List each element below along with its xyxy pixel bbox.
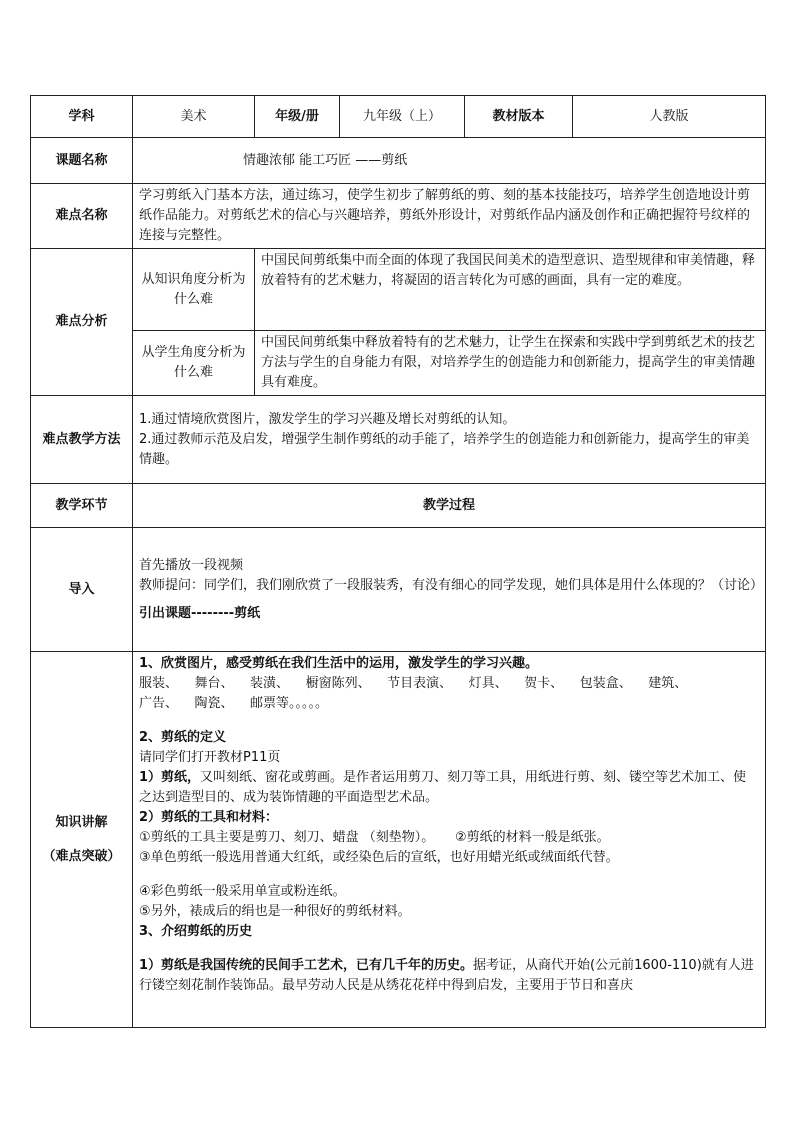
intro-row (31, 528, 766, 652)
section2-item-5: ⑤另外，裱成后的绢也是一种很好的剪纸材料。 (139, 904, 411, 919)
intro-content (133, 528, 766, 652)
topic-value: 情趣浓郁 能工巧匠 ——剪纸 (133, 138, 766, 184)
knowledge-label-cell (31, 652, 133, 1028)
section1-line-2: 广告、 陶瓷、 邮票等。。。。。 (139, 696, 329, 711)
section3-title: 3、介绍剪纸的历史 (139, 924, 253, 939)
analysis-row-student (31, 331, 766, 396)
topic-label: 课题名称 (31, 138, 133, 184)
intro-line-2: 教师提问：同学们，我们刚欣赏了一段服装秀，有没有细心的同学发现，她们具体是用什么体现的？（讨论） (139, 577, 764, 593)
section2-item-3: ③单色剪纸一般选用普通大红纸，或经染色后的宣纸，也好用蜡光纸或绒面纸代替。 (139, 850, 619, 865)
analysis-label: 难点分析 (31, 249, 133, 396)
process-header-row (31, 484, 766, 528)
analysis-row-knowledge (31, 249, 766, 331)
subject-value: 美术 (133, 96, 255, 138)
knowledge-angle-label: 从知识角度分析为什么难 (133, 249, 255, 331)
student-angle-label: 从学生角度分析为什么难 (133, 331, 255, 396)
intro-line-1: 首先播放一段视频 (139, 557, 244, 573)
subject-label: 学科 (31, 96, 133, 138)
process-title: 教学过程 (133, 484, 766, 528)
section2-para-2: 2）剪纸的工具和材料： (139, 810, 279, 825)
section2-title: 2、剪纸的定义 (139, 730, 227, 745)
knowledge-label: 知识讲解 (55, 814, 108, 830)
section3-para (139, 956, 759, 996)
topic-row (31, 138, 766, 184)
section2-para-1-head: 1）剪纸， (139, 770, 201, 785)
lesson-plan-table (30, 95, 766, 1028)
section2-item-4: ④彩色剪纸一般采用单宣或粉连纸。 (139, 884, 346, 899)
intro-line-3: 引出课题--------剪纸 (139, 605, 261, 621)
difficulty-label: 难点名称 (31, 184, 133, 249)
section3-head: 1）剪纸是我国传统的民间手工艺术，已有几千年的历史。 (139, 958, 474, 973)
knowledge-angle-text: 中国民间剪纸集中而全面的体现了我国民间美术的造型意识、造型规律和审美情趣，释放着特有的艺术魅力，将凝固的语言转化为可感的画面，具有一定的难度。 (255, 249, 766, 331)
student-angle-text: 中国民间剪纸集中释放着特有的艺术魅力，让学生在探索和实践中学到剪纸艺术的技艺方法与学生的自身能力有限，对培养学生的创造能力和创新能力，提高学生的审美情趣具有难度。 (255, 331, 766, 396)
section2-para-1 (139, 768, 759, 808)
section1-title: 1、欣赏图片，感受剪纸在我们生活中的运用，激发学生的学习兴趣。 (139, 656, 539, 671)
section3-body: 据考证，从商代开始(公元前1600-110)就有人进行镂空刻花制作装饰品。最早劳动人民是从绣花花样中得到启发，主要用于节日和喜庆 (139, 958, 754, 993)
method-text (133, 396, 766, 484)
difficulty-text: 学习剪纸入门基本方法，通过练习，使学生初步了解剪纸的剪、刻的基本技能技巧，培养学生创造地设计剪纸作品能力。对剪纸艺术的信心与兴趣培养，剪纸外形设计，对剪纸作品内涵及创作和正确把握符号纹样的连接与完整性。 (133, 184, 766, 249)
difficulty-row (31, 184, 766, 249)
process-stage-label: 教学环节 (31, 484, 133, 528)
knowledge-sublabel: （难点突破） (42, 848, 121, 864)
edition-value: 人教版 (573, 96, 766, 138)
knowledge-row (31, 652, 766, 1028)
intro-label: 导入 (31, 528, 133, 652)
section2-tools: ①剪纸的工具主要是剪刀、刻刀、蜡盘 （刻垫物）。 ②剪纸的材料一般是纸张。 (139, 830, 610, 845)
knowledge-content (133, 652, 766, 1028)
edition-label: 教材版本 (465, 96, 573, 138)
section2-para-1-body: 又叫刻纸、窗花或剪画。是作者运用剪刀、刻刀等工具，用纸进行剪、刻、镂空等艺术加工、使之达到造型目的、成为装饰情趣的平面造型艺术品。 (139, 770, 747, 805)
header-row (31, 96, 766, 138)
grade-label: 年级/册 (255, 96, 340, 138)
method-row (31, 396, 766, 484)
method-line-2: 2.通过教师示范及启发，增强学生制作剪纸的动手能了，培养学生的创造能力和创新能力，提高学生的审美情趣。 (139, 431, 750, 467)
section2-line-1: 请同学们打开教材P11页 (139, 750, 281, 765)
method-label: 难点教学方法 (31, 396, 133, 484)
method-line-1: 1.通过情境欣赏图片，激发学生的学习兴趣及增长对剪纸的认知。 (139, 411, 516, 427)
grade-value: 九年级（上） (340, 96, 465, 138)
section1-line-1: 服装、 舞台、 装潢、 橱窗陈列、 节目表演、 灯具、 贺卡、 包装盒、 建筑、 (139, 676, 688, 691)
